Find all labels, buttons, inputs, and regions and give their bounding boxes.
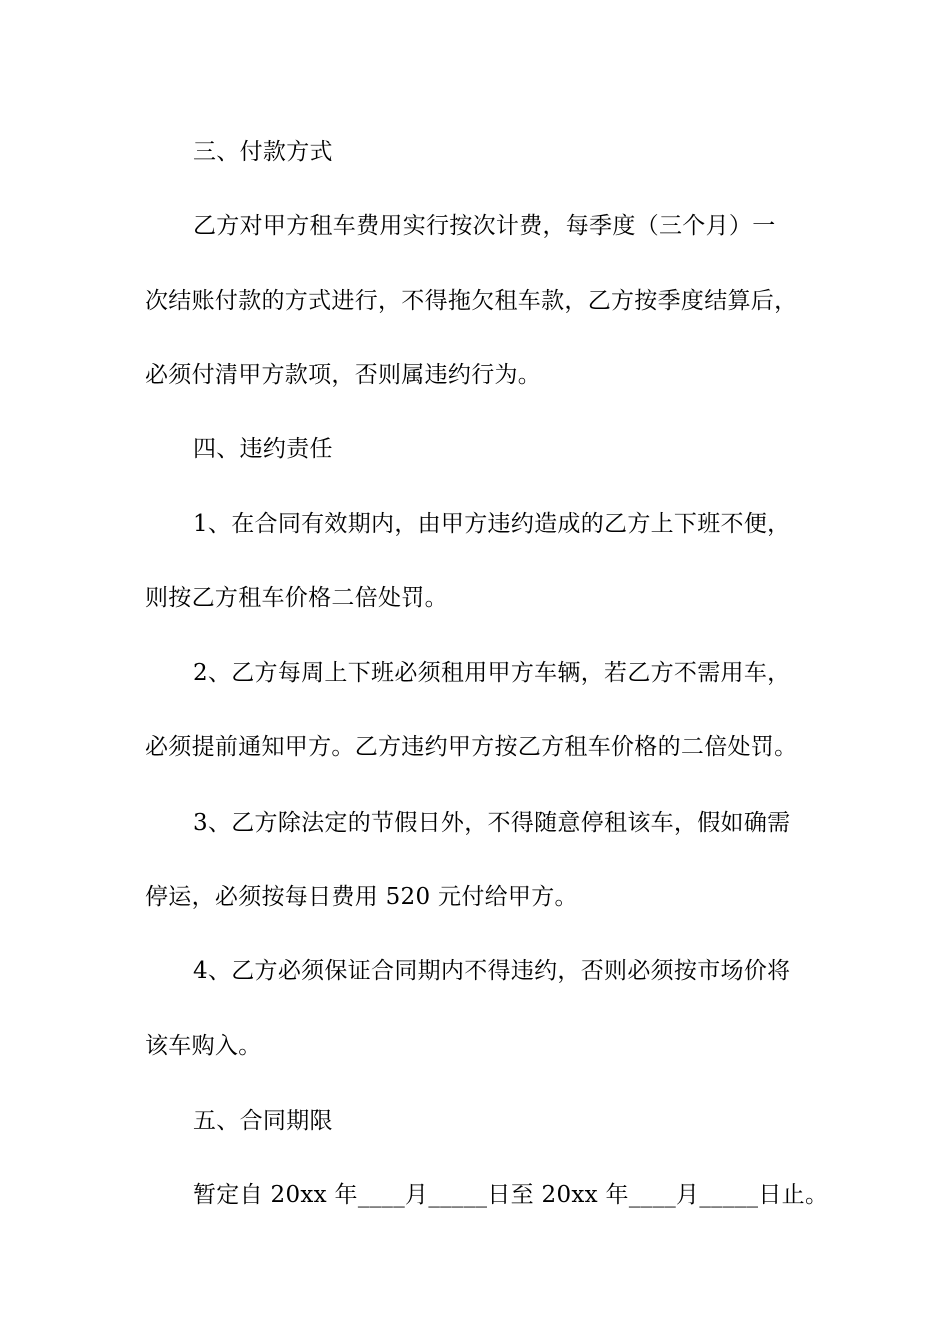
paragraph-line: 停运，必须按每日费用 520 元付给甲方。 [145,884,578,910]
paragraph-line: 则按乙方租车价格二倍处罚。 [145,585,448,611]
paragraph-line: 乙方对甲方租车费用实行按次计费，每季度（三个月）一 [193,213,776,239]
section-heading-term: 五、合同期限 [193,1108,333,1134]
paragraph-line: 必须提前通知甲方。乙方违约甲方按乙方租车价格的二倍处罚。 [145,734,798,760]
paragraph-line: 1、在合同有效期内，由甲方违约造成的乙方上下班不便， [193,511,791,537]
section-heading-payment: 三、付款方式 [193,139,333,165]
paragraph-line: 次结账付款的方式进行，不得拖欠租车款，乙方按季度结算后， [145,288,798,314]
paragraph-line: 4、乙方必须保证合同期内不得违约，否则必须按市场价将 [193,958,791,984]
paragraph-line: 必须付清甲方款项，否则属违约行为。 [145,362,542,388]
paragraph-line: 3、乙方除法定的节假日外，不得随意停租该车，假如确需 [193,810,791,836]
paragraph-line: 2、乙方每周上下班必须租用甲方车辆，若乙方不需用车， [193,660,791,686]
section-heading-breach: 四、违约责任 [193,436,333,462]
paragraph-line: 该车购入。 [145,1033,262,1059]
paragraph-line: 暂定自 20xx 年____月_____日至 20xx 年____月_____日止。 [193,1182,829,1208]
